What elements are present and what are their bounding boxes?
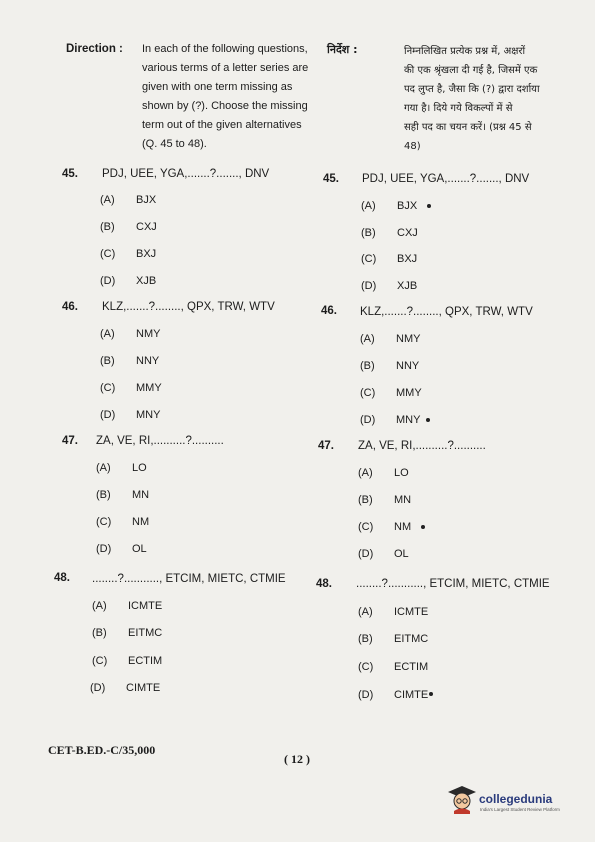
option-label: (C) — [360, 387, 376, 399]
pen-mark-dot — [421, 525, 425, 529]
option-value: BXJ — [397, 253, 418, 265]
option-row — [358, 467, 478, 481]
option-value: ICMTE — [128, 600, 163, 612]
page-number: ( 12 ) — [284, 752, 310, 766]
option-label: (D) — [358, 689, 374, 701]
pen-mark-dot — [427, 204, 431, 208]
option-label: (D) — [90, 682, 106, 694]
option-row — [358, 633, 478, 647]
option-value: BJX — [136, 194, 157, 206]
option-value: BJX — [397, 200, 418, 212]
option-row — [358, 606, 478, 620]
option-row — [360, 387, 480, 401]
option-label: (D) — [100, 275, 116, 287]
option-value: NNY — [136, 355, 160, 367]
question-number: 47. — [62, 435, 78, 447]
pen-mark-dot — [426, 418, 430, 422]
option-row — [358, 494, 478, 508]
option-value: MNY — [396, 414, 421, 426]
logo-name: collegedunia — [479, 792, 553, 806]
question-number: 48. — [316, 578, 332, 590]
option-value: CXJ — [136, 221, 157, 233]
option-value: XJB — [397, 280, 418, 292]
pen-mark-dot — [429, 692, 433, 696]
option-value: ECTIM — [128, 655, 163, 667]
option-row — [358, 521, 478, 535]
option-value: CIMTE — [126, 682, 161, 694]
question-text: ZA, VE, RI,..........?.......... — [358, 440, 486, 452]
logo-tagline: India's Largest Student Review Platform — [480, 807, 560, 812]
option-label: (A) — [358, 606, 373, 618]
option-value: XJB — [136, 275, 157, 287]
option-value: NNY — [396, 360, 420, 372]
option-value: CXJ — [397, 227, 418, 239]
option-label: (D) — [100, 409, 116, 421]
option-value: LO — [132, 462, 147, 474]
option-label: (D) — [360, 414, 376, 426]
option-value: ECTIM — [394, 661, 429, 673]
question-text: ........?..........., ETCIM, MIETC, CTMIE — [92, 573, 286, 585]
question-number: 46. — [62, 301, 78, 313]
question-text: KLZ,.......?........, QPX, TRW, WTV — [102, 301, 275, 313]
option-value: NMY — [136, 328, 161, 340]
option-label: (A) — [360, 333, 375, 345]
option-label: (B) — [361, 227, 376, 239]
option-value: NMY — [396, 333, 421, 345]
option-label: (D) — [358, 548, 374, 560]
option-value: NM — [394, 521, 412, 533]
option-value: OL — [132, 543, 147, 555]
option-value: NM — [132, 516, 150, 528]
option-row — [361, 280, 481, 294]
option-value: OL — [394, 548, 409, 560]
option-value: MMY — [396, 387, 422, 399]
question-text: PDJ, UEE, YGA,.......?......., DNV — [362, 173, 530, 185]
option-label: (C) — [100, 248, 116, 260]
question-text: KLZ,.......?........, QPX, TRW, WTV — [360, 306, 533, 318]
option-row — [360, 360, 480, 374]
option-label: (C) — [358, 521, 374, 533]
option-label: (C) — [361, 253, 377, 265]
direction-text-en: In each of the following questions, various terms of a letter series are given with one term missing as shown by (?). Choose the missing term out of the given alternatives (Q. 45 to 48). — [142, 43, 309, 150]
option-value: EITMC — [128, 627, 163, 639]
option-value: EITMC — [394, 633, 429, 645]
option-value: ICMTE — [394, 606, 429, 618]
option-label: (A) — [96, 462, 111, 474]
collegedunia-logo — [447, 784, 577, 818]
question-number: 45. — [323, 173, 339, 185]
option-label: (A) — [92, 600, 107, 612]
option-label: (D) — [361, 280, 377, 292]
option-row — [358, 548, 478, 562]
option-value: LO — [394, 467, 409, 479]
option-value: MMY — [136, 382, 162, 394]
footer-code: CET-B.ED.-C/35,000 — [48, 743, 156, 757]
question-number: 45. — [62, 168, 78, 180]
option-label: (C) — [100, 382, 116, 394]
option-row — [360, 333, 480, 347]
option-label: (B) — [100, 355, 115, 367]
option-row — [360, 414, 480, 428]
option-row — [358, 689, 478, 703]
option-value: MN — [394, 494, 412, 506]
option-label: (A) — [100, 194, 115, 206]
direction-label-en: Direction : — [66, 43, 123, 55]
option-row — [358, 661, 478, 675]
option-label: (C) — [96, 516, 112, 528]
question-text: ZA, VE, RI,..........?.......... — [96, 435, 224, 447]
option-label: (A) — [358, 467, 373, 479]
question-number: 47. — [318, 440, 334, 452]
option-value: MNY — [136, 409, 161, 421]
direction-label-hi: निर्देश : — [327, 43, 358, 56]
option-value: MN — [132, 489, 150, 501]
question-number: 48. — [54, 572, 70, 584]
option-label: (C) — [358, 661, 374, 673]
option-label: (A) — [361, 200, 376, 212]
question-text: PDJ, UEE, YGA,.......?......., DNV — [102, 168, 270, 180]
question-text: ........?..........., ETCIM, MIETC, CTMIE — [356, 578, 550, 590]
option-value: CIMTE — [394, 689, 429, 701]
option-label: (A) — [100, 328, 115, 340]
option-label: (B) — [360, 360, 375, 372]
option-row — [361, 253, 481, 267]
graduate-avatar-icon — [447, 784, 477, 814]
option-label: (B) — [358, 633, 373, 645]
option-label: (D) — [96, 543, 112, 555]
direction-text-hi: निम्नलिखित प्रत्येक प्रश्न में, अक्षरों की एक श्रृंखला दी गई है, जिसमें एक पद लुप्त है, जैसा कि (?) द्वारा दर्शाया गया है। दिये गये विकल्पों में से सही पद का चयन करें। (प्रश्न 45 से 48) — [404, 46, 540, 152]
option-row — [361, 227, 481, 241]
option-label: (B) — [96, 489, 111, 501]
option-row — [361, 200, 481, 214]
question-number: 46. — [321, 305, 337, 317]
option-label: (B) — [92, 627, 107, 639]
option-label: (B) — [358, 494, 373, 506]
option-label: (C) — [92, 655, 108, 667]
option-label: (B) — [100, 221, 115, 233]
option-value: BXJ — [136, 248, 157, 260]
